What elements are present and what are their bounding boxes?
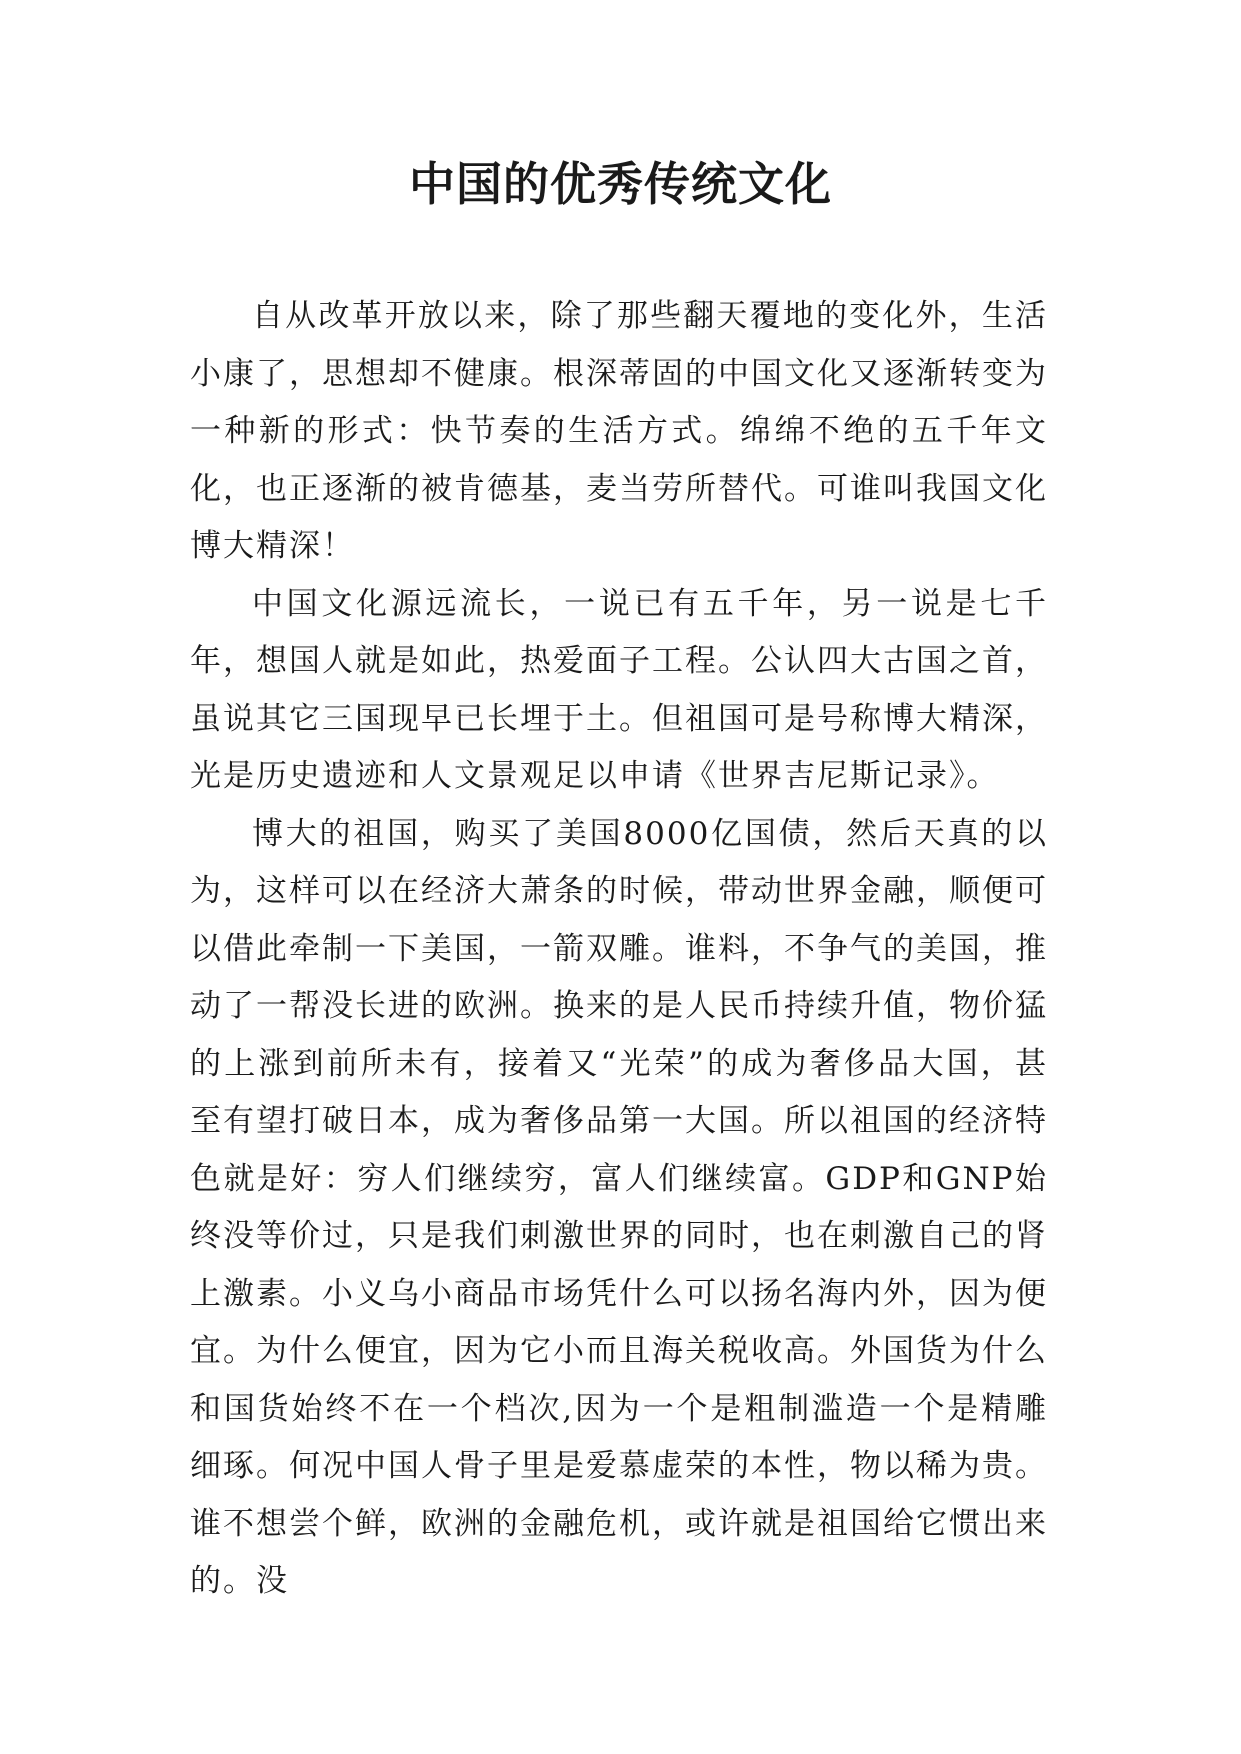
paragraph: 自从改革开放以来，除了那些翻天覆地的变化外，生活小康了，思想却不健康。根深蒂固的中国文化又逐渐转变为一种新的形式：快节奏的生活方式。绵绵不绝的五千年文化，也正逐渐的被肯德基，麦当劳所替代。可谁叫我国文化博大精深！ [190, 298, 1048, 564]
document-title: 中国的优秀传统文化 [409, 157, 832, 211]
paragraph: 中国文化源远流长，一说已有五千年，另一说是七千年，想国人就是如此，热爱面子工程。公认四大古国之首，虽说其它三国现早已长埋于土。但祖国可是号称博大精深，光是历史遗迹和人文景观足以申请《世界吉尼斯记录》。 [190, 585, 1048, 794]
document-body [190, 288, 1048, 1611]
paragraph: 博大的祖国，购买了美国8000亿国债，然后天真的以为，这样可以在经济大萧条的时候，带动世界金融，顺便可以借此牵制一下美国，一箭双雕。谁料，不争气的美国，推动了一帮没长进的欧洲。换来的是人民币持续升值，物价猛的上涨到前所未有，接着又“光荣”的成为奢侈品大国，甚至有望打破日本，成为奢侈品第一大国。所以祖国的经济特色就是好：穷人们继续穷，富人们继续富。GDP和GNP始终没等价过，只是我们刺激世界的同时，也在刺激自己的肾上激素。小义乌小商品市场凭什么可以扬名海内外，因为便宜。为什么便宜，因为它小而且海关税收高。外国货为什么和国货始终不在一个档次,因为一个是粗制滥造一个是精雕细琢。何况中国人骨子里是爱慕虚荣的本性，物以稀为贵。谁不想尝个鲜，欧洲的金融危机，或许就是祖国给它惯出来的。没 [190, 815, 1048, 1599]
